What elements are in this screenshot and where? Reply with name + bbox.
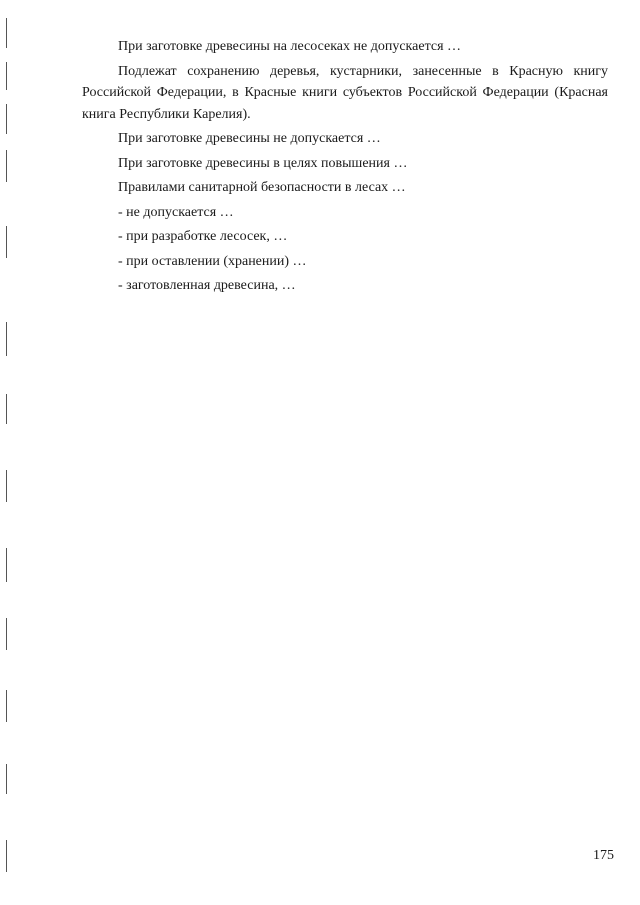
binding-mark [6, 690, 7, 722]
paragraph: Правилами санитарной безопасности в лесах … [118, 180, 406, 195]
paragraph: При заготовке древесины в целях повышения … [118, 155, 408, 171]
list-item: - при разработке лесосек, … [118, 229, 288, 244]
binding-mark [6, 470, 7, 502]
binding-mark [6, 62, 7, 90]
binding-edge-marks [0, 0, 16, 905]
binding-mark [6, 618, 7, 650]
binding-mark [6, 840, 7, 872]
list-item: - при оставлении (хранении) … [118, 253, 307, 269]
binding-mark [6, 394, 7, 424]
page-number: 175 [593, 848, 614, 863]
binding-mark [6, 150, 7, 182]
document-text [82, 36, 608, 300]
binding-mark [6, 226, 7, 258]
list-item: - не допускается … [118, 204, 234, 220]
binding-mark [6, 322, 7, 356]
paragraph: Подлежат сохранению деревья, кустарники, занесенные в Красную книгу Российской Федерации, в Красные книги субъектов Российской Федерации (Красная книга Республики Карелия). [82, 63, 608, 122]
list-item: - заготовленная древесина, … [118, 278, 296, 293]
binding-mark [6, 764, 7, 794]
binding-mark [6, 104, 7, 134]
binding-mark [6, 18, 7, 48]
binding-mark [6, 548, 7, 582]
paragraph: При заготовке древесины на лесосеках не допускается … [118, 39, 462, 54]
paragraph: При заготовке древесины не допускается … [118, 131, 381, 146]
